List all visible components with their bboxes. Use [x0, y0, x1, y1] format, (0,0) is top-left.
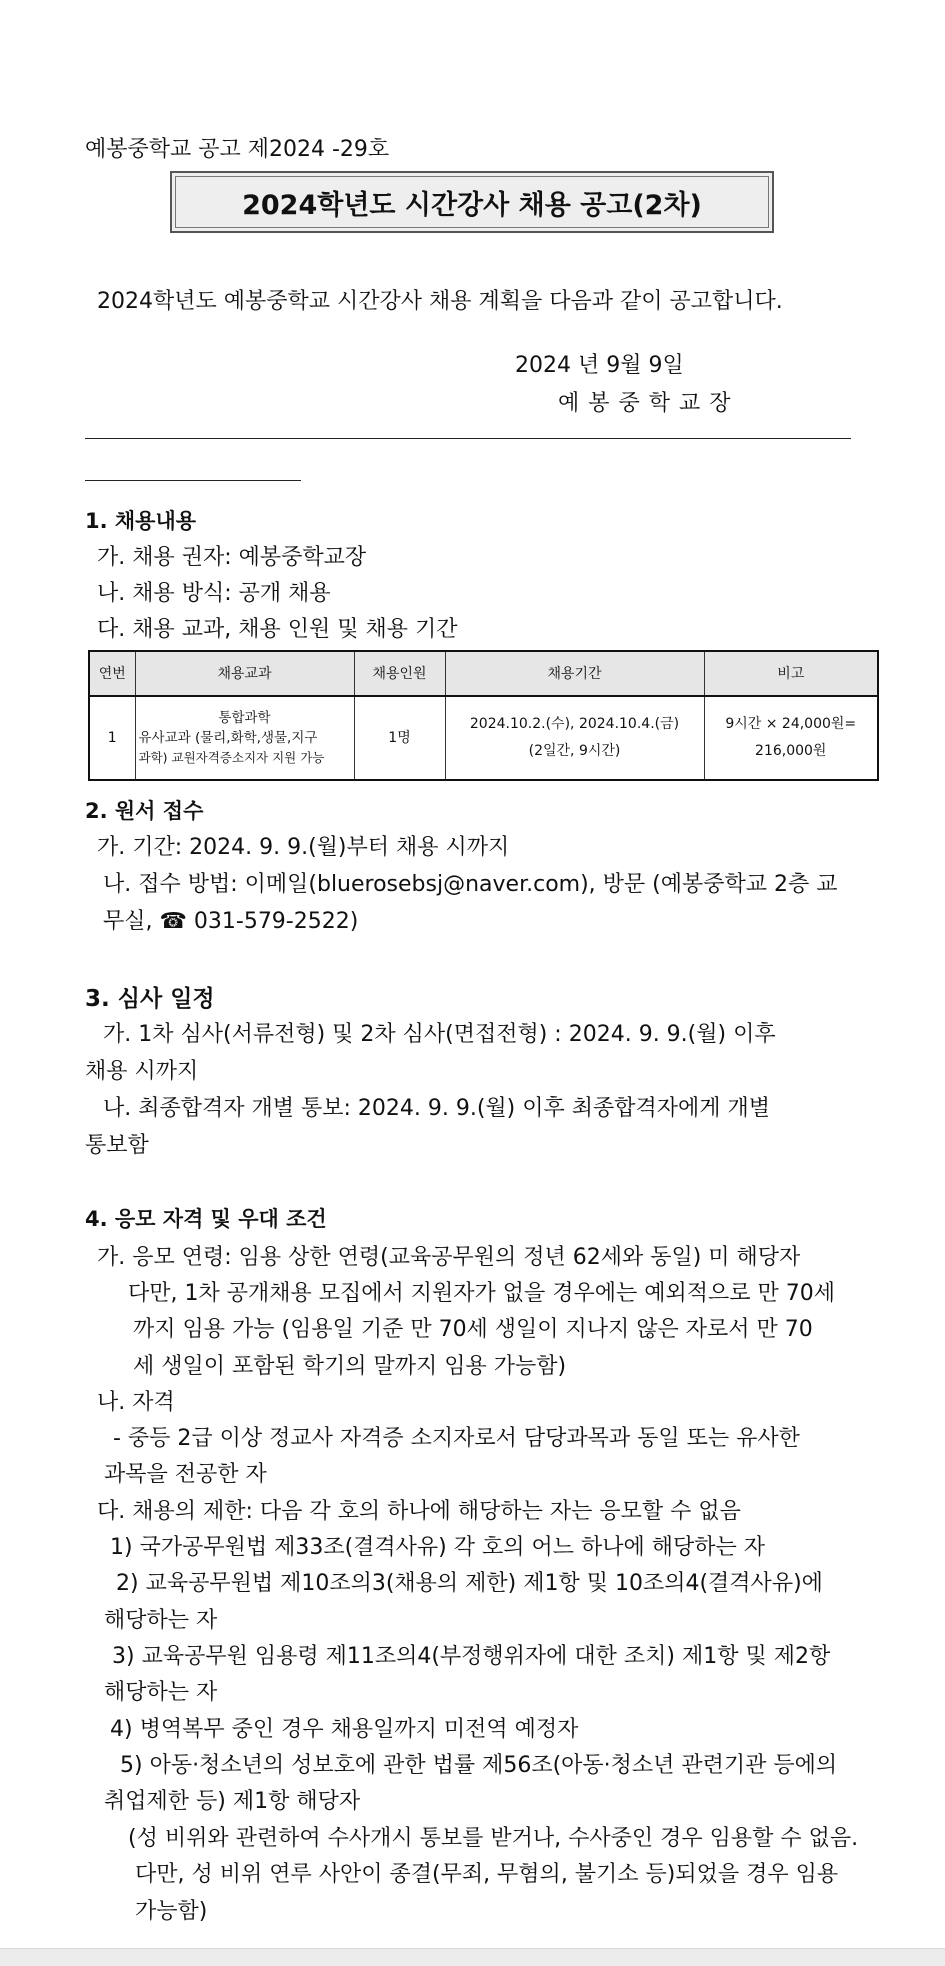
section4-line: 5) 아동·청소년의 성보호에 관한 법률 제56조(아동·청소년 관련기관 등에의 [120, 1753, 838, 1778]
issuer: 예 봉 중 학 교 장 [558, 391, 732, 416]
col-header-subject: 채용교과 [135, 651, 354, 696]
cell-subject [135, 696, 354, 780]
section4-line: 가. 응모 연령: 임용 상한 연령(교육공무원의 정년 62세와 동일) 미 해당자 [97, 1245, 801, 1270]
section4-line: 해당하는 자 [104, 1608, 218, 1633]
section1-item-ga: 가. 채용 권자: 예봉중학교장 [97, 545, 367, 570]
section4-line: 다만, 성 비위 연루 사안이 종결(무죄, 무혐의, 불기소 등)되었을 경우 임용 [135, 1862, 839, 1887]
section1-item-na: 나. 채용 방식: 공개 채용 [97, 581, 331, 606]
section3-heading: 3. 심사 일정 [85, 986, 215, 1012]
section4-line: 다. 채용의 제한: 다음 각 호의 하나에 해당하는 자는 응모할 수 없음 [97, 1499, 741, 1524]
divider-line [85, 438, 851, 439]
section3-item-ga-line2: 채용 시까지 [85, 1059, 199, 1084]
section3-item-na-line2: 통보함 [85, 1133, 149, 1158]
section4-line: 세 생일이 포함된 학기의 말까지 임용 가능함) [133, 1354, 567, 1379]
cell-subject-line3: 과학) 교원자격증소지자 지원 가능 [138, 750, 325, 765]
bottom-scroll-bar [0, 1948, 945, 1966]
notice-date: 2024 년 9월 9일 [515, 353, 684, 378]
title-box [170, 171, 774, 233]
section4-line: 가능함) [135, 1899, 208, 1924]
section4-line: 다만, 1차 공개채용 모집에서 지원자가 없을 경우에는 예외적으로 만 70세 [128, 1281, 835, 1306]
col-header-no: 연번 [89, 651, 135, 696]
section2-heading: 2. 원서 접수 [85, 799, 204, 823]
section4-line: 까지 임용 가능 (임용일 기준 만 70세 생일이 지나지 않은 자로서 만 70 [133, 1317, 813, 1342]
cell-count: 1명 [354, 696, 445, 780]
cell-no: 1 [89, 696, 135, 780]
section4-line: 4) 병역복무 중인 경우 채용일까지 미전역 예정자 [110, 1717, 579, 1742]
section2-item-ga: 가. 기간: 2024. 9. 9.(월)부터 채용 시까지 [97, 835, 510, 860]
divider-line-short [85, 480, 301, 481]
cell-note-line2: 216,000원 [755, 743, 827, 759]
cell-period-line1: 2024.10.2.(수), 2024.10.4.(금) [469, 716, 680, 732]
col-header-count: 채용인원 [354, 651, 445, 696]
section4-line: 1) 국가공무원법 제33조(결격사유) 각 호의 어느 하나에 해당하는 자 [110, 1535, 765, 1560]
section4-line: - 중등 2급 이상 정교사 자격증 소지자로서 담당과목과 동일 또는 유사한 [113, 1426, 800, 1451]
table-header-row [89, 651, 878, 696]
section4-line: 해당하는 자 [104, 1680, 218, 1705]
section4-line: 2) 교육공무원법 제10조의3(채용의 제한) 제1항 및 10조의4(결격사유)에 [116, 1571, 823, 1596]
recruitment-table [88, 650, 879, 781]
col-header-note: 비고 [704, 651, 878, 696]
section2-item-na-line2: 무실, ☎ 031-579-2522) [103, 909, 359, 934]
cell-note-line1: 9시간 × 24,000원= [725, 716, 857, 732]
section4-line: (성 비위와 관련하여 수사개시 통보를 받거나, 수사중인 경우 임용할 수 없음. [128, 1826, 859, 1851]
section3-item-ga-line1: 가. 1차 심사(서류전형) 및 2차 심사(면접전형) : 2024. 9. 9.(월) 이후 [103, 1022, 776, 1047]
table-row [89, 696, 878, 780]
section1-item-da: 다. 채용 교과, 채용 인원 및 채용 기간 [97, 617, 458, 642]
page-title: 2024학년도 시간강사 채용 공고(2차) [242, 189, 702, 221]
section2-item-na-line1: 나. 접수 방법: 이메일(bluerosebsj@naver.com), 방문 (예봉중학교 2층 교 [103, 872, 838, 897]
cell-subject-line2: 유사교과 (물리,화학,생물,지구 [138, 730, 318, 746]
notice-number: 예봉중학교 공고 제2024 -29호 [85, 137, 390, 162]
section1-heading: 1. 채용내용 [85, 509, 197, 533]
col-header-period: 채용기간 [445, 651, 704, 696]
section4-line: 과목을 전공한 자 [104, 1462, 267, 1487]
cell-period [445, 696, 704, 780]
section4-line: 취업제한 등) 제1항 해당자 [104, 1789, 361, 1814]
section4-heading: 4. 응모 자격 및 우대 조건 [85, 1207, 327, 1231]
section4-line: 3) 교육공무원 임용령 제11조의4(부정행위자에 대한 조치) 제1항 및 제2항 [112, 1644, 831, 1669]
cell-subject-line1: 통합과학 [218, 710, 271, 726]
section4-line: 나. 자격 [97, 1390, 175, 1415]
cell-note [704, 696, 878, 780]
section3-item-na-line1: 나. 최종합격자 개별 통보: 2024. 9. 9.(월) 이후 최종합격자에게 개별 [103, 1096, 771, 1121]
cell-period-line2: (2일간, 9시간) [528, 743, 621, 759]
intro-text: 2024학년도 예봉중학교 시간강사 채용 계획을 다음과 같이 공고합니다. [97, 289, 783, 314]
